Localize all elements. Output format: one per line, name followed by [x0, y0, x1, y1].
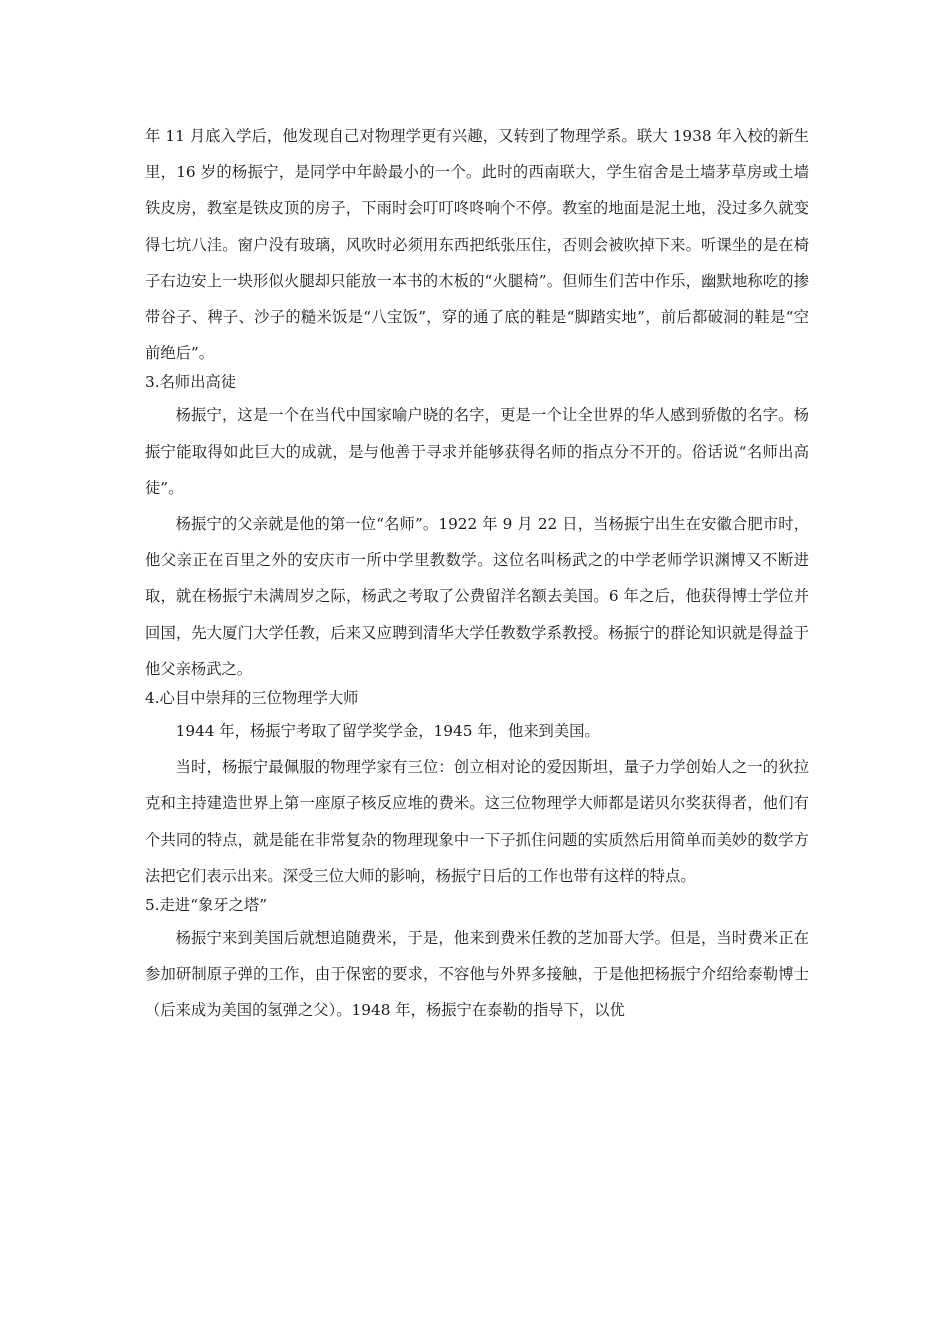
section-heading: 4.心目中崇拜的三位物理学大师 [145, 689, 359, 708]
section-heading: 3.名师出高徒 [145, 373, 237, 392]
body-paragraph: 1944 年，杨振宁考取了留学奖学金，1945 年，他来到美国。 [175, 722, 600, 741]
document-page [145, 118, 809, 1029]
body-paragraph: 杨振宁，这是一个在当代中国家喻户晓的名字，更是一个让全世界的华人感到骄傲的名字。杨振宁能取得如此巨大的成就，是与他善于寻求并能够获得名师的指点分不开的。俗话说“名师出高徒”。 [145, 406, 809, 497]
body-paragraph: 当时，杨振宁最佩服的物理学家有三位：创立相对论的爱因斯坦，量子力学创始人之一的狄拉克和主持建造世界上第一座原子核反应堆的费米。这三位物理学大师都是诺贝尔奖获得者，他们有个共同的特点，就是能在非常复杂的物理现象中一下子抓住问题的实质然后用简单而美妙的数学方法把它们表示出来。深受三位大师的影响，杨振宁日后的工作也带有这样的特点。 [145, 758, 809, 885]
section-heading: 5.走进“象牙之塔” [145, 896, 268, 915]
body-paragraph: 年 11 月底入学后，他发现自己对物理学更有兴趣，又转到了物理学系。联大 1938 年入校的新生里，16 岁的杨振宁，是同学中年龄最小的一个。此时的西南联大，学生宿舍是土墙茅草房或土墙铁皮房，教室是铁皮顶的房子，下雨时会叮叮咚咚响个不停。教室的地面是泥土地，没过多久就变得七坑八洼。窗户没有玻璃，风吹时必须用东西把纸张压住，否则会被吹掉下来。听课坐的是在椅子右边安上一块形似火腿却只能放一本书的木板的“火腿椅”。但师生们苦中作乐，幽默地称吃的掺带谷子、稗子、沙子的糙米饭是“八宝饭”，穿的通了底的鞋是“脚踏实地”，前后都破洞的鞋是“空前绝后”。 [145, 127, 809, 363]
body-paragraph: 杨振宁的父亲就是他的第一位“名师”。1922 年 9 月 22 日，当杨振宁出生在安徽合肥市时，他父亲正在百里之外的安庆市一所中学里教数学。这位名叫杨武之的中学老师学识渊博又不断进取，就在杨振宁未满周岁之际，杨武之考取了公费留洋名额去美国。6 年之后，他获得博士学位并回国，先大厦门大学任教，后来又应聘到清华大学任教数学系教授。杨振宁的群论知识就是得益于他父亲杨武之。 [145, 515, 809, 678]
body-paragraph: 杨振宁来到美国后就想追随费米，于是，他来到费米任教的芝加哥大学。但是，当时费米正在参加研制原子弹的工作，由于保密的要求，不容他与外界多接触，于是他把杨振宁介绍给泰勒博士（后来成为美国的氢弹之父）。1948 年，杨振宁在泰勒的指导下，以优 [145, 929, 809, 1020]
